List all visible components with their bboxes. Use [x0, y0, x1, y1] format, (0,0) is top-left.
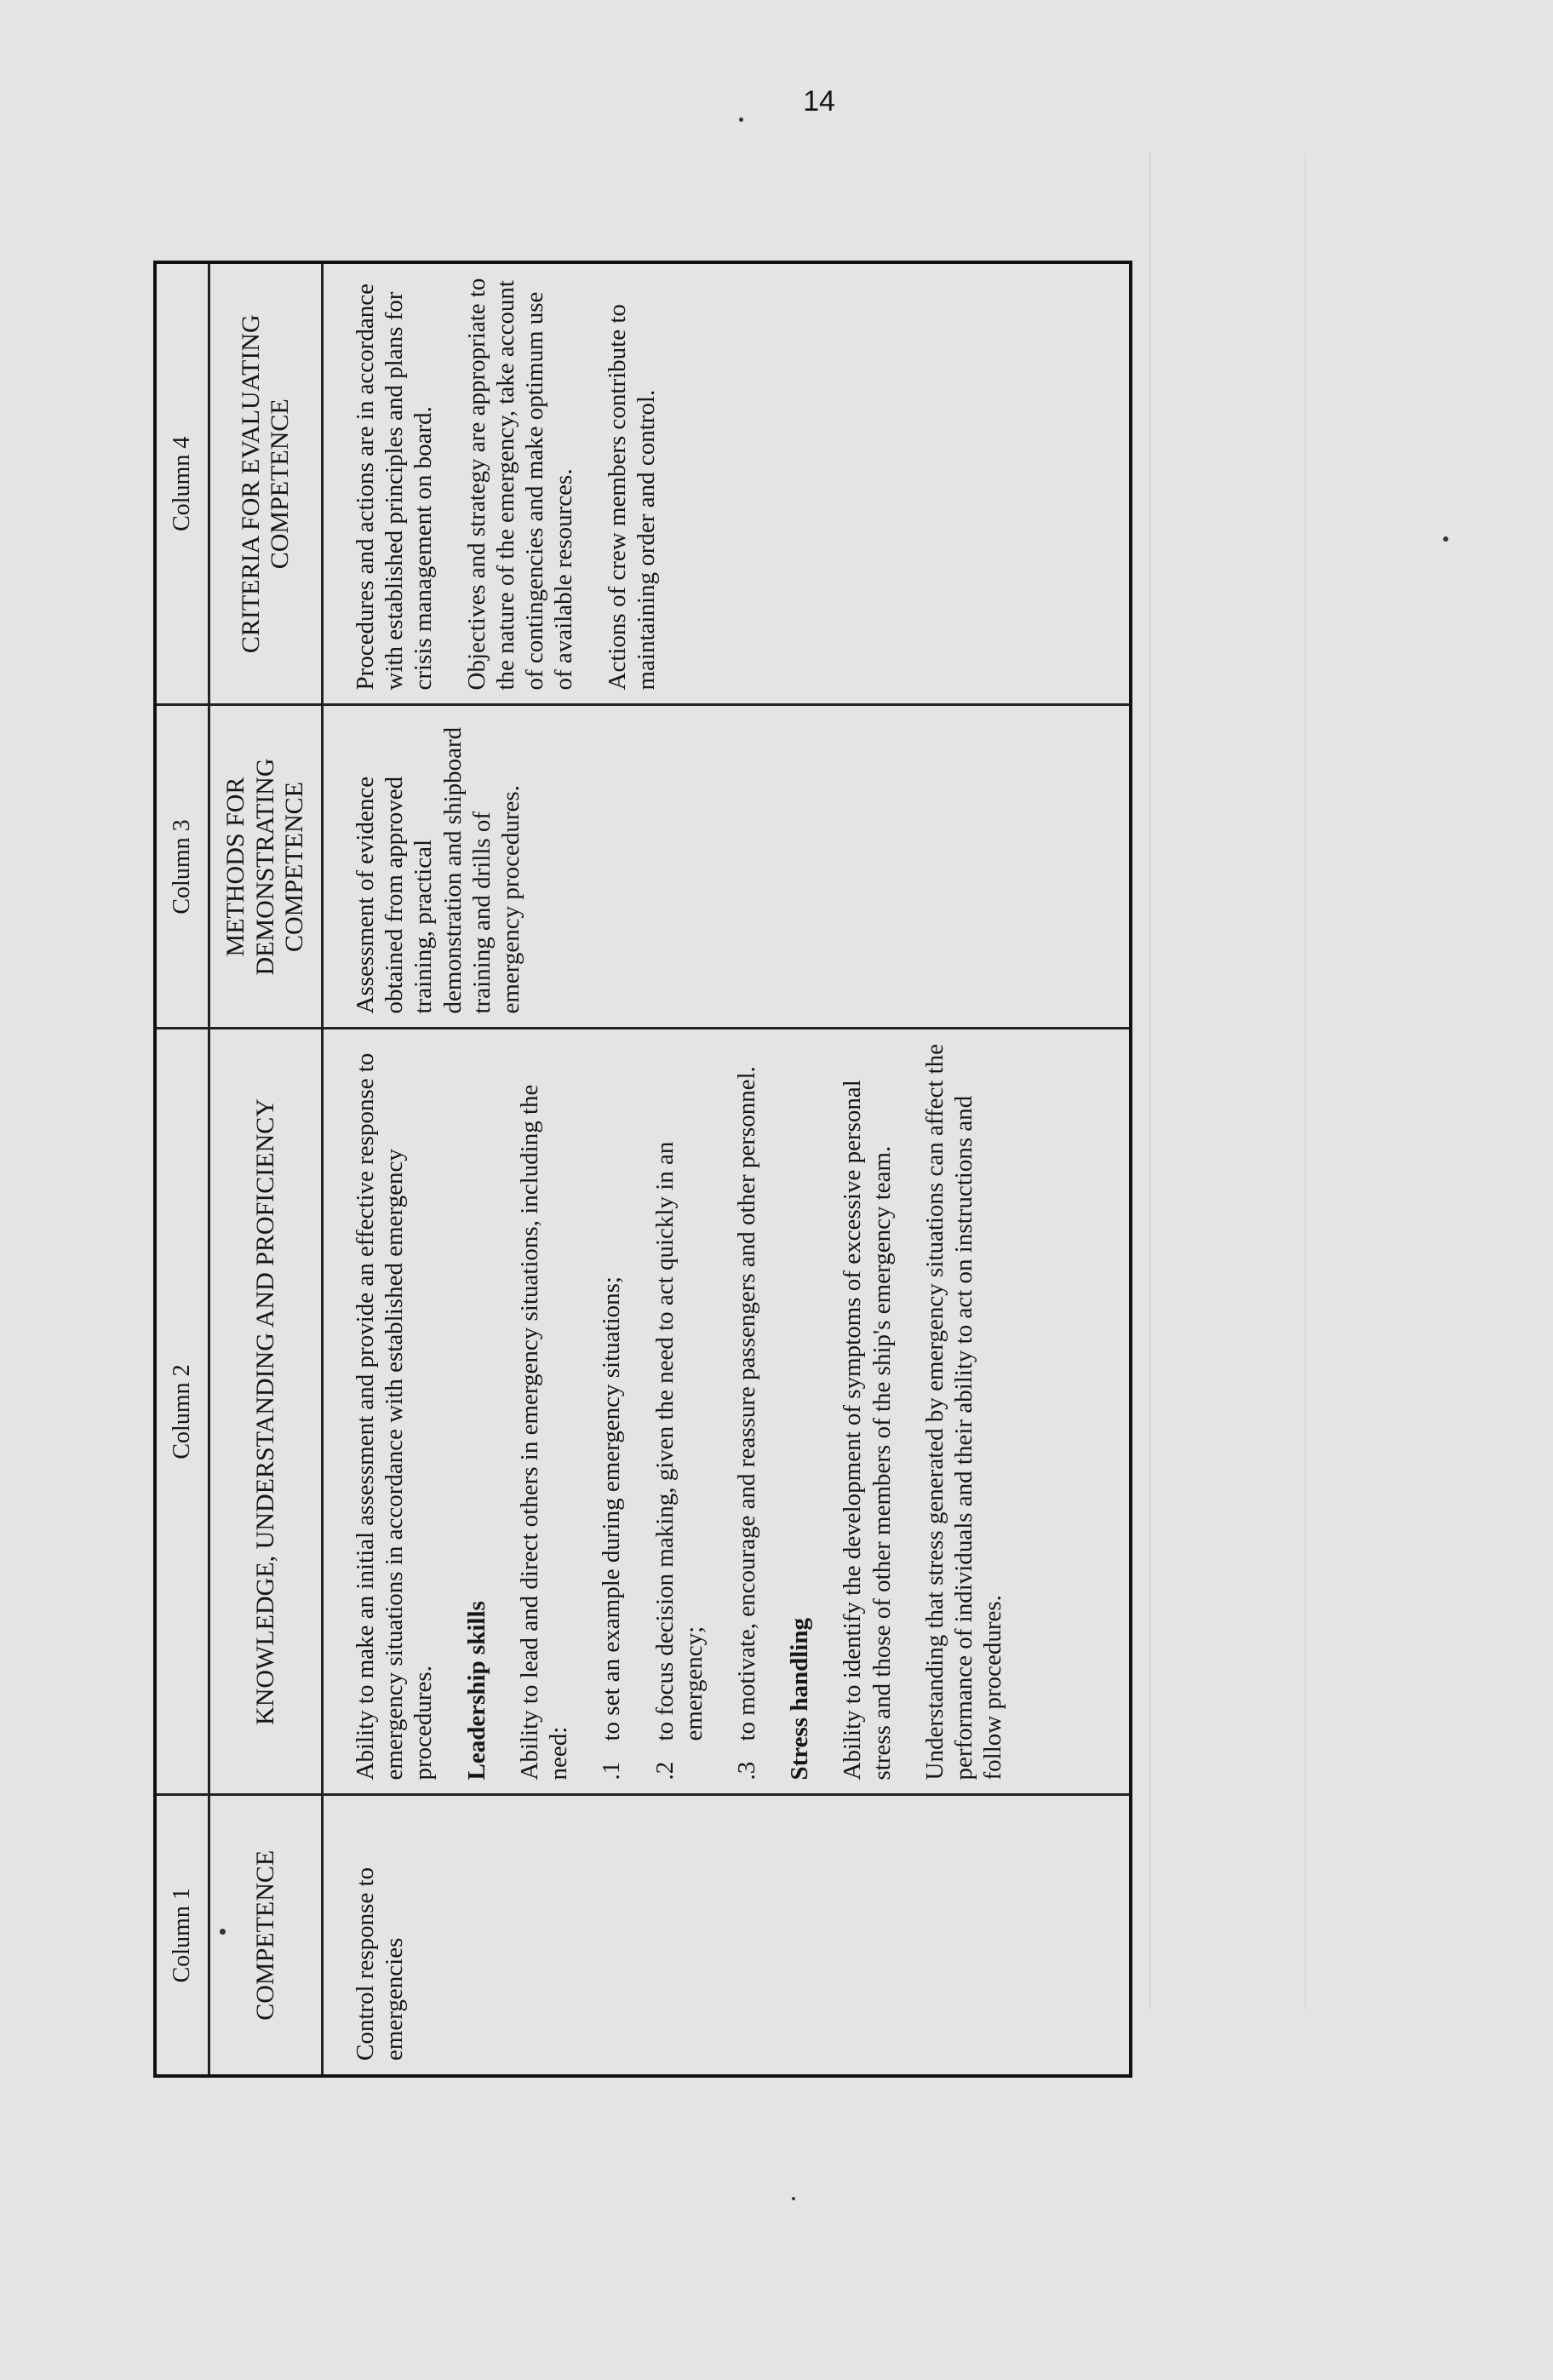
stress-paragraph-2: Understanding that stress generated by emergency situations can affect the performance of individuals and their ability to act on instructions and follow procedures. [920, 1043, 1007, 1781]
competence-text: Control response to emergencies [352, 1867, 409, 2061]
header-methods: METHODS FOR DEMONSTRATING COMPETENCE [209, 705, 323, 1029]
criteria-paragraph-3: Actions of crew members contribute to maintaining order and control. [603, 304, 660, 691]
list-item [732, 1044, 761, 1781]
column-number-2: Column 2 [155, 1029, 209, 1795]
column-number-3: Column 3 [155, 705, 209, 1029]
list-item-text: to set an example during emergency situations; [598, 1276, 626, 1741]
speck-mark [739, 118, 743, 122]
list-item [597, 1044, 626, 1781]
column-number-1: Column 1 [155, 1795, 209, 2076]
header-competence: COMPETENCE [209, 1795, 323, 2076]
stress-heading: Stress handling [786, 1618, 814, 1781]
list-item-number: .2 [650, 1761, 679, 1781]
list-item-number: .1 [598, 1761, 626, 1781]
header-knowledge: KNOWLEDGE, UNDERSTANDING AND PROFICIENCY [209, 1029, 323, 1795]
list-item-text: to focus decision making, given the need to act quickly in an emergency; [650, 1141, 708, 1741]
methods-cell [323, 705, 1132, 1029]
list-item [650, 1044, 708, 1781]
page-number: 14 [803, 85, 835, 118]
knowledge-cell [323, 1029, 1132, 1795]
criteria-paragraph-1: Procedures and actions are in accordance with established principles and plans for crisis management on board. [352, 284, 438, 691]
criteria-paragraph-2: Objectives and strategy are appropriate to the nature of the emergency, take account of contingencies and make optimum use of available resources. [462, 278, 578, 691]
criteria-cell [323, 262, 1132, 705]
column-number-4: Column 4 [155, 262, 209, 705]
rotated-table-container [153, 264, 1132, 2078]
competence-table [153, 261, 1132, 2078]
table-row [323, 262, 1132, 2076]
header-criteria: CRITERIA FOR EVALUATING COMPETENCE [209, 262, 323, 705]
methods-text: Assessment of evidence obtained from approved training, practical demonstration and shipboard training and drills of emergency procedures. [352, 726, 525, 1014]
knowledge-intro: Ability to make an initial assessment and provide an effective response to emergency situations in accordance with established emergency procedures. [352, 1052, 438, 1781]
column-number-row [155, 262, 209, 2076]
list-item-text: to motivate, encourage and reassure passengers and other personnel. [732, 1066, 760, 1741]
bleed-through-shadow [1149, 153, 1306, 2010]
leadership-intro: Ability to lead and direct others in emergency situations, including the need: [515, 1084, 573, 1781]
speck-mark [792, 2197, 795, 2200]
stress-paragraph-1: Ability to identify the development of symptoms of excessive personal stress and those of other members of the ship's emergency team. [839, 1080, 896, 1781]
leadership-heading: Leadership skills [462, 1601, 490, 1781]
competence-cell [323, 1795, 1132, 2076]
speck-mark [1443, 536, 1448, 542]
list-item-number: .3 [732, 1761, 760, 1781]
column-header-row [209, 262, 323, 2076]
